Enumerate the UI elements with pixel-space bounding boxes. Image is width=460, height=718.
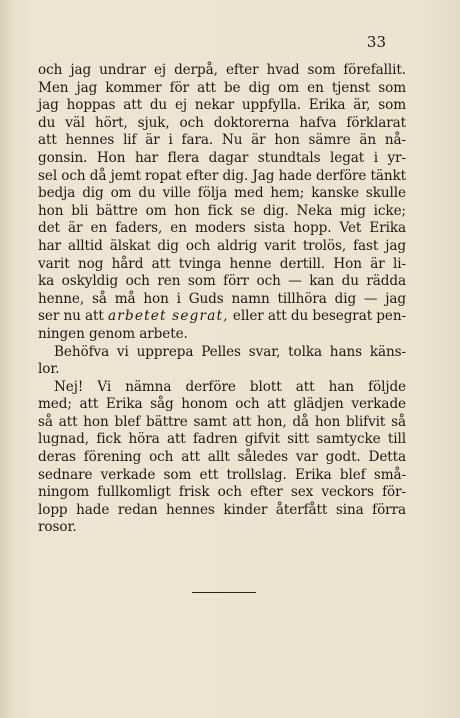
text-line: med; att Erika såg honom och att glädjen verkade (38, 396, 406, 413)
text-line: du väl hört, sjuk, och doktorerna hafva förklarat (38, 114, 406, 131)
text-line: Behöfva vi upprepa Pelles svar, tolka hans käns- (54, 343, 406, 360)
text-line: jag hoppas att du ej nekar uppfylla. Erika är, som (38, 97, 406, 114)
text-line: Men jag kommer för att be dig om en tjenst som (38, 79, 406, 96)
text-line: lopp hade redan hennes kinder återfått sina förra (38, 501, 406, 518)
page-number: 33 (366, 33, 386, 51)
text-line: hon bli bättre om hon fick se dig. Neka mig icke; (38, 202, 406, 219)
text-line: ningom fullkomligt frisk och efter sex veckors för- (38, 484, 406, 501)
text-line: gonsin. Hon har flera dagar stundtals legat i yr- (38, 149, 406, 166)
text-line: varit nog hård att tvinga henne dertill. Hon är li- (38, 255, 406, 272)
text-line: ningen genom arbete. (38, 325, 188, 342)
text-line: lugnad, fick höra att fadren gifvit sitt samtycke till (38, 431, 406, 448)
text-line: bedja dig om du ville följa med hem; kanske skulle (38, 185, 406, 202)
section-divider (192, 592, 256, 593)
text-line: deras förening och att allt således var godt. Detta (38, 449, 406, 466)
text-line: det är en faders, en moders sista hopp. Vet Erika (38, 220, 406, 237)
text-line: så att hon blef bättre samt att hon, då hon blifvit så (38, 413, 406, 430)
text-line: att hennes lif är i fara. Nu är hon sämre än nå- (38, 132, 406, 149)
text-line: och jag undrar ej derpå, efter hvad som förefallit. (38, 62, 406, 78)
text-line: rosor. (38, 519, 77, 536)
text-fragment: ser nu att (38, 308, 108, 325)
emphasized-phrase: arbetet segrat, (107, 308, 229, 325)
text-line: lor. (38, 361, 60, 378)
text-line: henne, så må hon i Guds namn tillhöra dig — jag (38, 290, 406, 307)
text-fragment: eller att du besegrat pen- (228, 308, 406, 325)
text-line: har alltid älskat dig och aldrig varit trolös, fast jag (38, 237, 406, 254)
text-line: sel och då jemt ropat efter dig. Jag hade derföre tänkt (38, 167, 407, 184)
text-line: sednare verkade som ett trollslag. Erika blef små- (38, 466, 406, 483)
text-line-with-emphasis (38, 308, 406, 326)
text-line: Nej! Vi nämna derföre blott att han följde (54, 378, 406, 395)
body-text (38, 62, 406, 537)
text-line: ka oskyldig och ren som förr och — kan du rädda (38, 273, 406, 290)
